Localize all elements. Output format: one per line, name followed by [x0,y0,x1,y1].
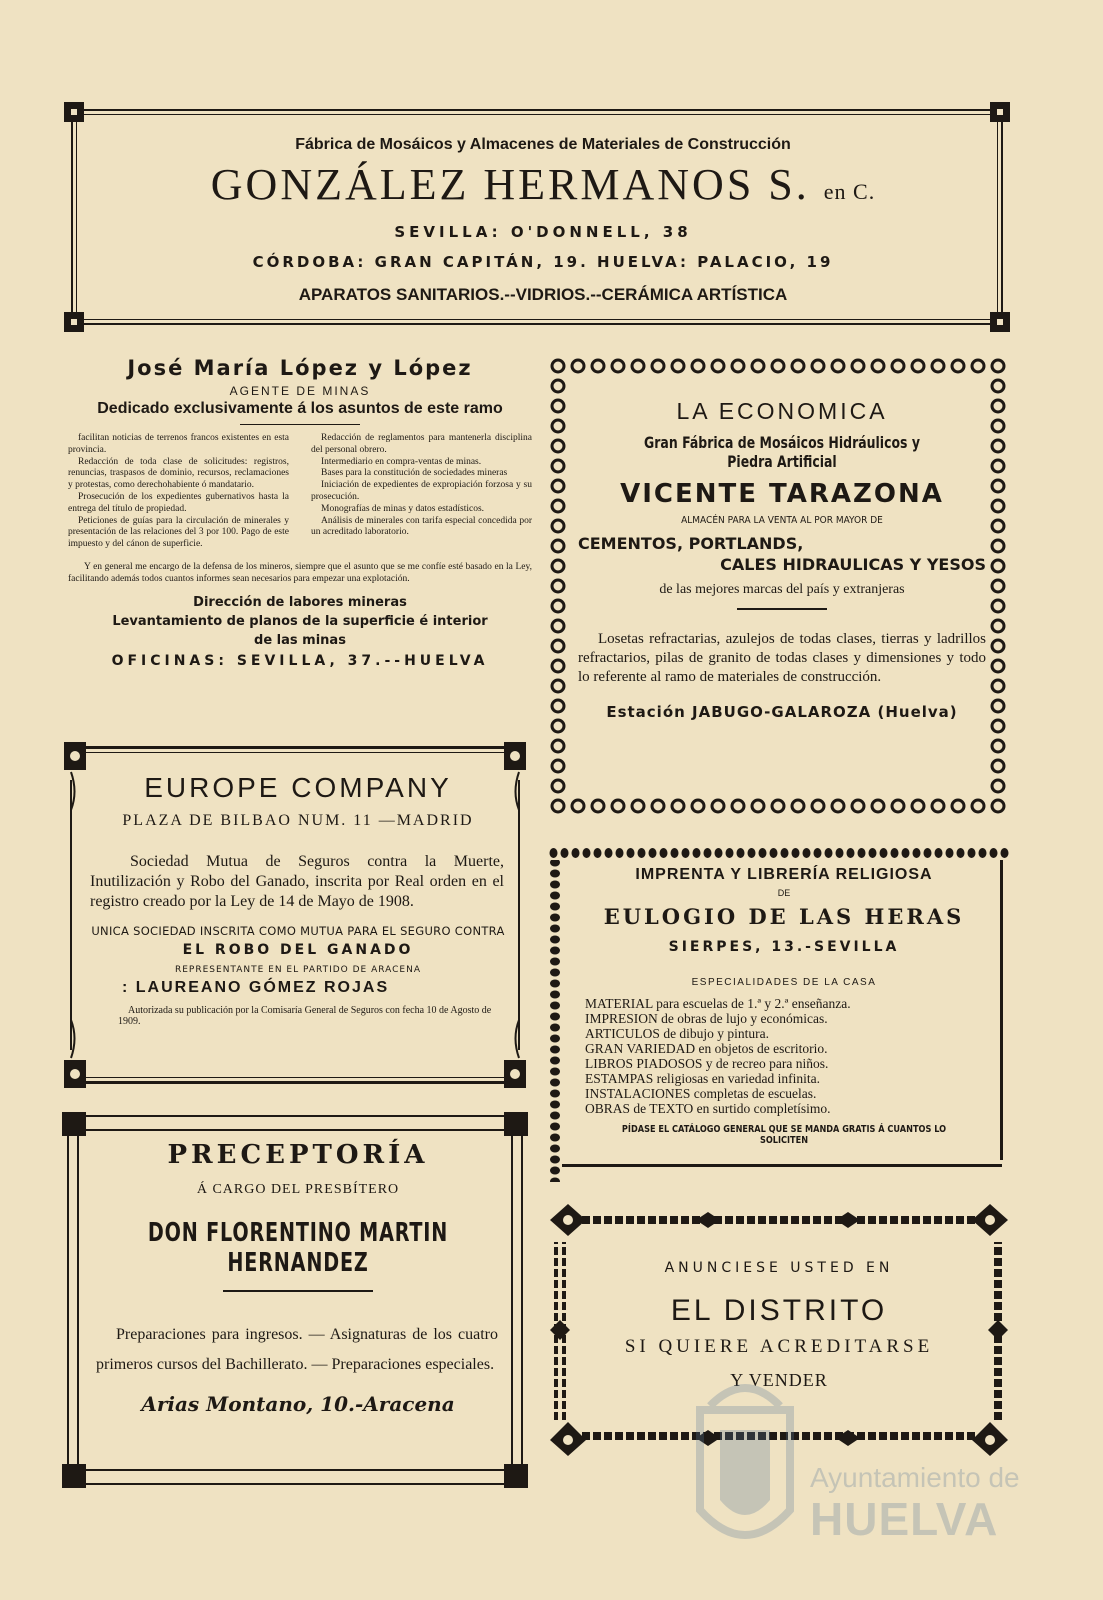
divider [737,608,827,610]
list-item: Análisis de minerales con tarifa especial concedida por un acreditado laboratorio. [311,515,532,538]
imprenta-de: DE [777,888,791,898]
list-item: Bases para la constitución de sociedades mineras [321,468,508,479]
list-item: OBRAS de TEXTO en surtido completísimo. [585,1101,831,1116]
lopez-services [62,433,538,551]
europe-ad [78,772,518,1027]
lopez-tagline: Dedicado exclusivamente á los asuntos de este ramo [97,400,503,417]
list-item: INSTALACIONES completas de escuelas. [585,1086,817,1101]
company-suffix: en C. [823,179,876,204]
anunciese-line1: ANUNCIESE USTED EN [664,1260,894,1276]
lopez-role: AGENTE DE MINAS [229,384,371,398]
economica-cements2: CALES HIDRAULICAS Y YESOS [720,555,986,574]
lopez-col2 [311,433,532,551]
europe-only: UNICA SOCIEDAD INSCRITA COMO MUTUA PARA EL SEGURO CONTRA [91,924,505,938]
list-item: Monografías de minas y datos estadísticos. [321,503,485,514]
europe-body: Sociedad Mutua de Seguros contra la Muerte, Inutilización y Robo del Ganado, inscrita por Real orden en el registro creado por la Ley de 14 de Mayo de 1908. [90,853,504,910]
imprenta-footer: PÍDASE EL CATÁLOGO GENERAL QUE SE MANDA GRATIS Á CUANTOS LO SOLICITEN [621,1124,947,1146]
header-address-cordoba: CÓRDOBA: GRAN CAPITÁN, 19. HUELVA: PALACIO, 19 [252,253,834,271]
watermark [690,1370,1020,1560]
preceptoria-address: Arias Montano, 10.-Aracena [141,1392,455,1416]
lopez-col1 [68,433,289,551]
company-name-main: GONZÁLEZ HERMANOS S. [210,160,810,209]
list-item: Peticiones de guías para la circulación de minerales y presentación de las relaciones del 3 por 100. Pago de este impuesto y del cánon de superficie. [68,515,289,550]
europe-robo: EL ROBO DEL GANADO [182,942,414,958]
economica-almacen: ALMACÉN PARA LA VENTA AL POR MAYOR DE [681,515,883,526]
header-text [70,128,1016,305]
preceptoria-ad [82,1140,514,1416]
europe-authorization: Autorizada su publicación por la Comisaría General de Seguros con fecha 10 de Agosto de 1909. [118,1005,492,1027]
list-item: Iniciación de expedientes de expropiación forzosa y su prosecución. [311,480,532,502]
europe-address: PLAZA DE BILBAO NUM. 11 —MADRID [122,812,474,829]
imprenta-address: SIERPES, 13.-SEVILLA [668,939,900,955]
economica-station: Estación JABUGO-GALAROZA (Huelva) [606,703,958,721]
list-item: MATERIAL para escuelas de 1.ª y 2.ª enseñanza. [585,996,851,1011]
preceptoria-title: PRECEPTORÍA [167,1140,429,1170]
lopez-office: OFICINAS: SEVILLA, 37.--HUELVA [111,652,489,669]
economica-owner: VICENTE TARAZONA [620,479,944,509]
list-item: LIBROS PIADOSOS y de recreo para niños. [585,1056,829,1071]
economica-name: LA ECONOMICA [676,398,888,424]
list-item: Redacción de reglamentos para mantenerla disciplina del personal obrero. [311,433,532,455]
lopez-bold2: Levantamiento de planos de la superficie é interior [112,613,488,629]
economica-ad [578,398,986,721]
divider [240,424,360,425]
imprenta-ad [583,866,985,1146]
anunciese-line3: SI QUIERE ACREDITARSE [624,1336,934,1357]
anunciese-name: EL DISTRITO [670,1294,888,1327]
list-item: Intermediario en compra-ventas de minas. [321,456,482,467]
europe-representative: REPRESENTANTE EN EL PARTIDO DE ARACENA [174,965,422,975]
economica-marcas: de las mejores marcas del país y extranjeras [659,582,905,597]
europe-name: EUROPE COMPANY [144,772,452,803]
lopez-bold3: de las minas [254,632,346,648]
lopez-ad [62,356,538,669]
preceptoria-name: DON FLORENTINO MARTIN HERNANDEZ [147,1218,449,1278]
anunciese-line4: Y VENDER [730,1370,828,1390]
preceptoria-body: Preparaciones para ingresos. — Asignaturas de los cuatro primeros cursos del Bachillerato. — Preparaciones especiales. [96,1326,498,1373]
lopez-bold1: Dirección de labores mineras [193,594,407,610]
list-item: IMPRESION de obras de lujo y económicas. [585,1011,828,1026]
watermark-line1: Ayuntamiento de [810,1462,1020,1493]
header-address-sevilla: SEVILLA: O'DONNELL, 38 [394,223,692,241]
list-item: ARTICULOS de dibujo y pintura. [585,1026,770,1041]
crest-icon [690,1370,800,1560]
imprenta-line1: IMPRENTA Y LIBRERÍA RELIGIOSA [635,866,933,883]
imprenta-especialidades: ESPECIALIDADES DE LA CASA [691,977,877,988]
list-item: facilitan noticias de terrenos francos existentes en esta provincia. [68,433,289,455]
economica-cements1: CEMENTOS, PORTLANDS, [578,534,804,553]
list-item: GRAN VARIEDAD en objetos de escritorio. [585,1041,828,1056]
imprenta-items [585,996,985,1116]
economica-body: Losetas refractarias, azulejos de todas clases, tierras y ladrillos refractarios, pilas de granito de todas clases y dimensiones y todo lo referente al ramo de materiales de construcción. [578,631,986,685]
list-item: Redacción de toda clase de solicitudes: registros, renuncias, traspasos de dominio, recursos, reclamaciones y protestas, como derechohabiente ó mandatario. [68,456,289,491]
economica-subtitle: Gran Fábrica de Mosáicos Hidráulicos y Piedra Artificial [644,433,920,471]
company-name [70,162,1016,215]
preceptoria-subtitle: Á CARGO DEL PRESBÍTERO [196,1182,400,1197]
watermark-line2: HUELVA [810,1493,999,1545]
lopez-name: José María López y López [127,356,473,380]
list-item: ESTAMPAS religiosas en variedad infinita. [585,1071,821,1086]
header-line1: Fábrica de Mosáicos y Almacenes de Materiales de Construcción [295,136,791,153]
header-products: APARATOS SANITARIOS.--VIDRIOS.--CERÁMICA ARTÍSTICA [298,285,788,304]
divider [223,1290,373,1292]
list-item: Prosecución de los expedientes gubernativos hasta la entrega del título de propiedad. [68,491,289,514]
imprenta-name: EULOGIO DE LAS HERAS [603,904,965,929]
lopez-general: Y en general me encargo de la defensa de los mineros, siempre que el asunto que se me confíe esté basado en la Ley, facilitando además todos cuantos informes sean necesarios para empezar una explotación. [68,561,532,584]
europe-agent: : LAUREANO GÓMEZ ROJAS [122,979,390,996]
